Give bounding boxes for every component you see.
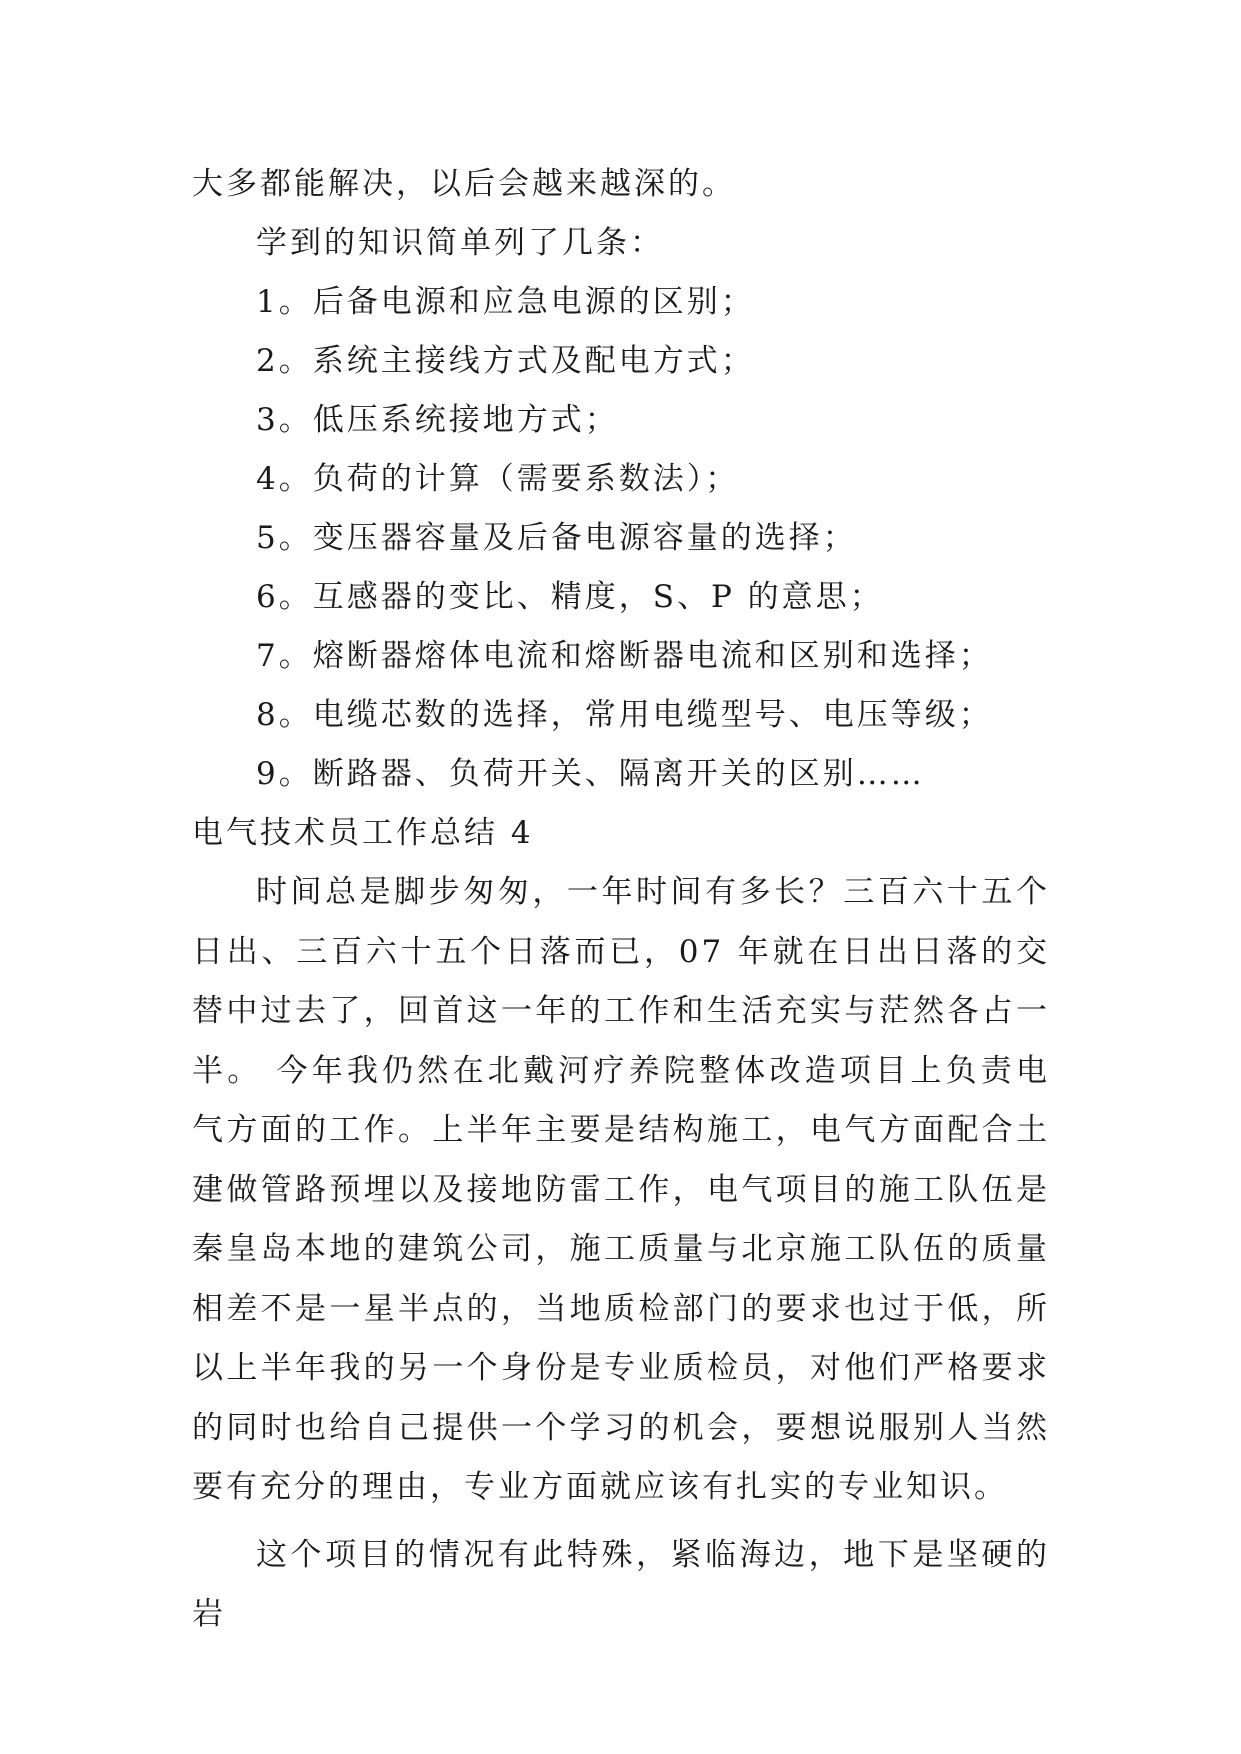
section-heading: 电气技术员工作总结 4	[192, 815, 534, 851]
paragraph-gap	[192, 1518, 1050, 1526]
list-item: 1。后备电源和应急电源的区别；	[256, 284, 755, 320]
list-item: 5。变压器容量及后备电源容量的选择；	[256, 520, 857, 556]
list-item: 8。电缆芯数的选择，常用电缆型号、电压等级；	[256, 697, 993, 733]
list-item: 6。互感器的变比、精度，S、P 的意思；	[256, 579, 884, 615]
list-item: 3。低压系统接地方式；	[256, 402, 619, 438]
list-item: 9。断路器、负荷开关、隔离开关的区别……	[256, 756, 925, 792]
knowledge-list	[192, 273, 1050, 804]
list-item: 2。系统主接线方式及配电方式；	[256, 343, 755, 379]
document-page	[192, 155, 1050, 1645]
continuation-line: 大多都能解决，以后会越来越深的。	[192, 166, 736, 202]
body-paragraph: 这个项目的情况有此特殊，紧临海边，地下是坚硬的岩	[192, 1536, 1050, 1632]
body-paragraph: 时间总是脚步匆匆，一年时间有多长？三百六十五个日出、三百六十五个日落而已，07 年就在日出日落的交替中过去了，回首这一年的工作和生活充实与茫然各占一半。 今年我仍然在北戴河疗养院整体改造项目上负责电气方面的工作。上半年主要是结构施工，电气方面配合土建做管路预埋以及接地防雷工作，电气项目的施工队伍是秦皇岛本地的建筑公司，施工质量与北京施工队伍的质量相差不是一星半点的，当地质检部门的要求也过于低，所以上半年我的另一个身份是专业质检员，对他们严格要求的同时也给自己提供一个学习的机会，要想说服别人当然要有充分的理由，专业方面就应该有扎实的专业知识。	[192, 874, 1050, 1505]
list-item: 7。熔断器熔体电流和熔断器电流和区别和选择；	[256, 638, 993, 674]
list-item: 4。负荷的计算（需要系数法）；	[256, 461, 740, 497]
list-intro: 学到的知识简单列了几条：	[256, 225, 664, 261]
